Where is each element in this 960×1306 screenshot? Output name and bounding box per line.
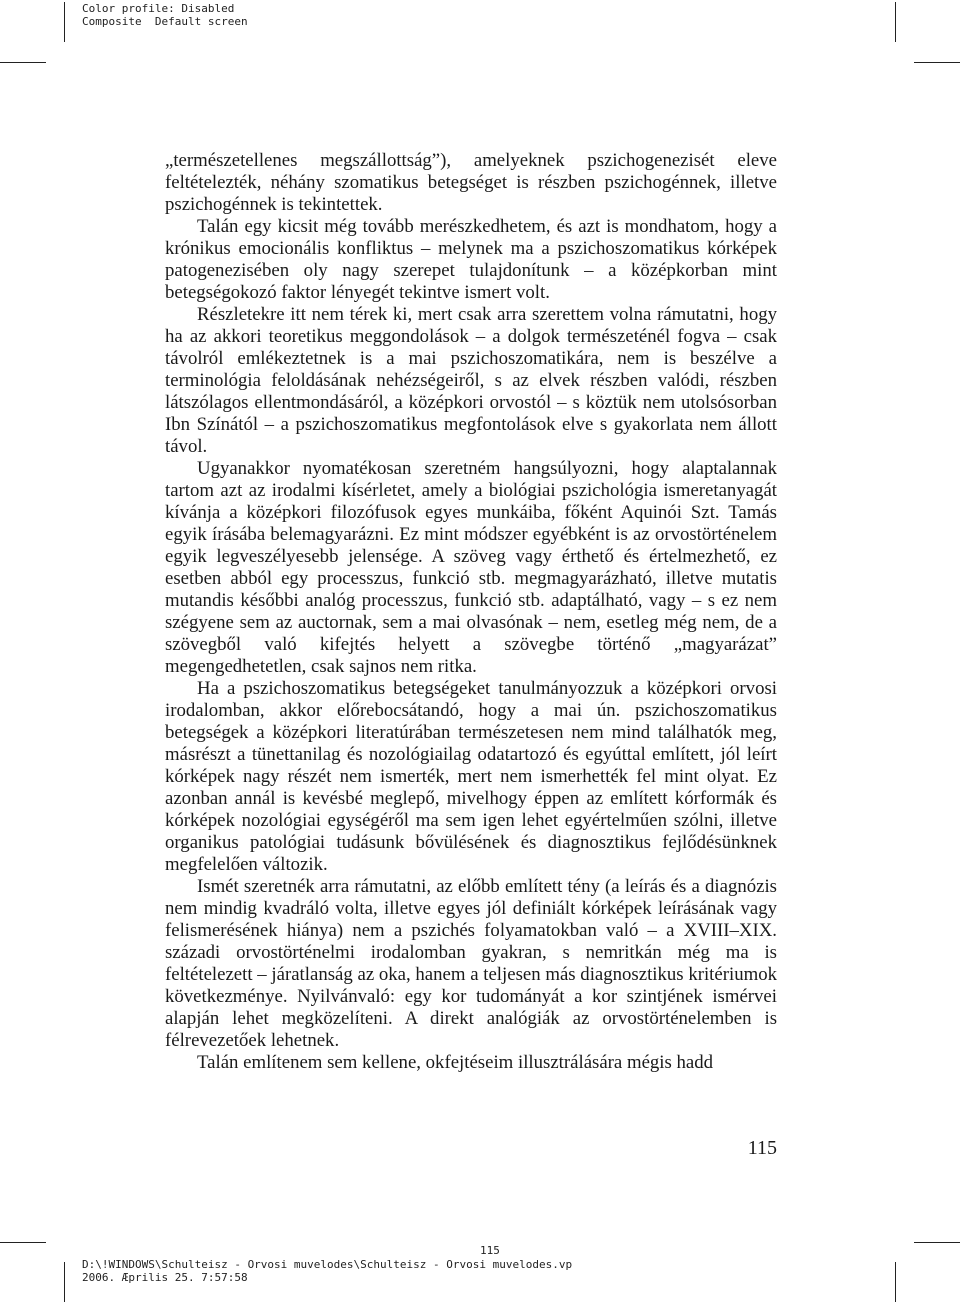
- page-number: 115: [747, 1137, 777, 1159]
- paragraph-3: Részletekre itt nem térek ki, mert csak arra szerettem volna rámutatni, hogy ha az akkori teoretikus meggondolások – a dolgok természeténél fogva – csak távolról emlékeztetnek is a mai pszichoszomatikára, nem is beszélve a terminológia feloldásának nehézségeiről, s az elvek részben valódi, részben látszólagos ellentmondásáról, a középkori orvostól – s köztük nem utolsósorban Ibn Színától – a pszichoszomatikus megfontolások elve s gyakorlata nem állott távol.: [165, 304, 777, 457]
- paragraph-7: Talán említenem sem kellene, okfejtéseim illusztrálására mégis hadd: [197, 1052, 714, 1073]
- crop-mark-top-right-h: [914, 62, 960, 63]
- crop-mark-top-right: [895, 2, 896, 42]
- body-text: [165, 150, 777, 1074]
- paragraph-1: „természetellenes megszállottság”), amelyeknek pszichogenezisét eleve feltételezték, néhány szomatikus betegséget is részben pszichogénnek, illetve pszichogénnek is tekintettek.: [165, 150, 777, 215]
- crop-mark-top-left-h: [0, 62, 46, 63]
- timestamp: 2006. Æprilis 25. 7:57:58: [82, 1271, 248, 1284]
- crop-mark-bottom-left: [64, 1262, 65, 1302]
- crop-mark-top-left: [64, 2, 65, 42]
- crop-mark-bottom-right: [895, 1262, 896, 1302]
- color-profile-line: Color profile: Disabled: [82, 2, 235, 15]
- prepress-footer: [82, 1258, 572, 1284]
- footer-page-number: 115: [480, 1244, 500, 1257]
- file-path: D:\!WINDOWS\Schulteisz - Orvosi muvelodes\Schulteisz - Orvosi muvelodes.vp: [82, 1258, 573, 1271]
- composite-line: Composite Default screen: [82, 15, 248, 28]
- crop-mark-bottom-left-h: [0, 1242, 46, 1243]
- crop-mark-bottom-right-h: [914, 1242, 960, 1243]
- paragraph-6: Ismét szeretnék arra rámutatni, az előbb említett tény (a leírás és a diagnózis nem mindig kvadráló volta, illetve egyes jól definiált kórképek leírásának vagy felismerésének hiánya) nem a pszichés folyamatokban való – a XVIII–XIX. századi orvostörténelmi irodalomban gyakran, s nemritkán még ma is feltételezett – járatlanság az oka, hanem a teljesen más diagnosztikus kritériumok következménye. Nyilvánvaló: egy kor tudományát a kor szintjének ismérvei alapján lehet megközelíteni. A direkt analógiák az orvostörténelemben is félrevezetőek lehetnek.: [165, 876, 777, 1051]
- prepress-header: [82, 2, 248, 28]
- paragraph-2: Talán egy kicsit még tovább merészkedhetem, és azt is mondhatom, hogy a krónikus emocionális konfliktus – melynek ma a pszichoszomatikus kórképek patogenezisében oly nagy szerepet tulajdonítunk – a középkorban mint betegségokozó faktor lényegét tekintve ismert volt.: [165, 216, 777, 303]
- paragraph-5: Ha a pszichoszomatikus betegségeket tanulmányozzuk a középkori orvosi irodalomban, akkor előrebocsátandó, hogy a mai ún. pszichoszomatikus betegségek a középkori literatúrában természetesen nem mind találhatók meg, másrészt a tünettanilag és nozológiailag odatartozó és egyúttal említett, jól leírt kórképek nagy részét nem ismerték, mert nem ismerhették fel mint olyat. Ez azonban annál is kevésbé meglepő, mivelhogy éppen az említett kórformák és kórképek nozológiai egységéről ma sem igen lehet egyértelműen szólni, illetve organikus patológiai tudásunk bővülésének és diagnosztikus fejlődésünknek megfelelően változik.: [165, 678, 777, 875]
- paragraph-4: Ugyanakkor nyomatékosan szeretném hangsúlyozni, hogy alaptalannak tartom azt az irodalmi kísérletet, amely a biológiai pszichológia ismeretanyagát kívánja a középkori filozófusok egyes munkáiba, főként Aquinói Szt. Tamás egyik írásába belemagyarázni. Ez mint módszer egyébként is az orvostörténelem egyik legveszélyesebb jelensége. A szöveg vagy érthető és értelmezhető, ez esetben abból egy processzus, funkció stb. megmagyarázható, illetve mutatis mutandis későbbi analóg processzus, funkció stb. adaptálható, vagy – s ez nem szégyene sem az auctornak, sem a mai olvasónak – nem, esetleg még nem, de a szövegből való kifejtés helyett a szövegbe történő „magyarázat” megengedhetetlen, csak sajnos nem ritka.: [165, 458, 777, 677]
